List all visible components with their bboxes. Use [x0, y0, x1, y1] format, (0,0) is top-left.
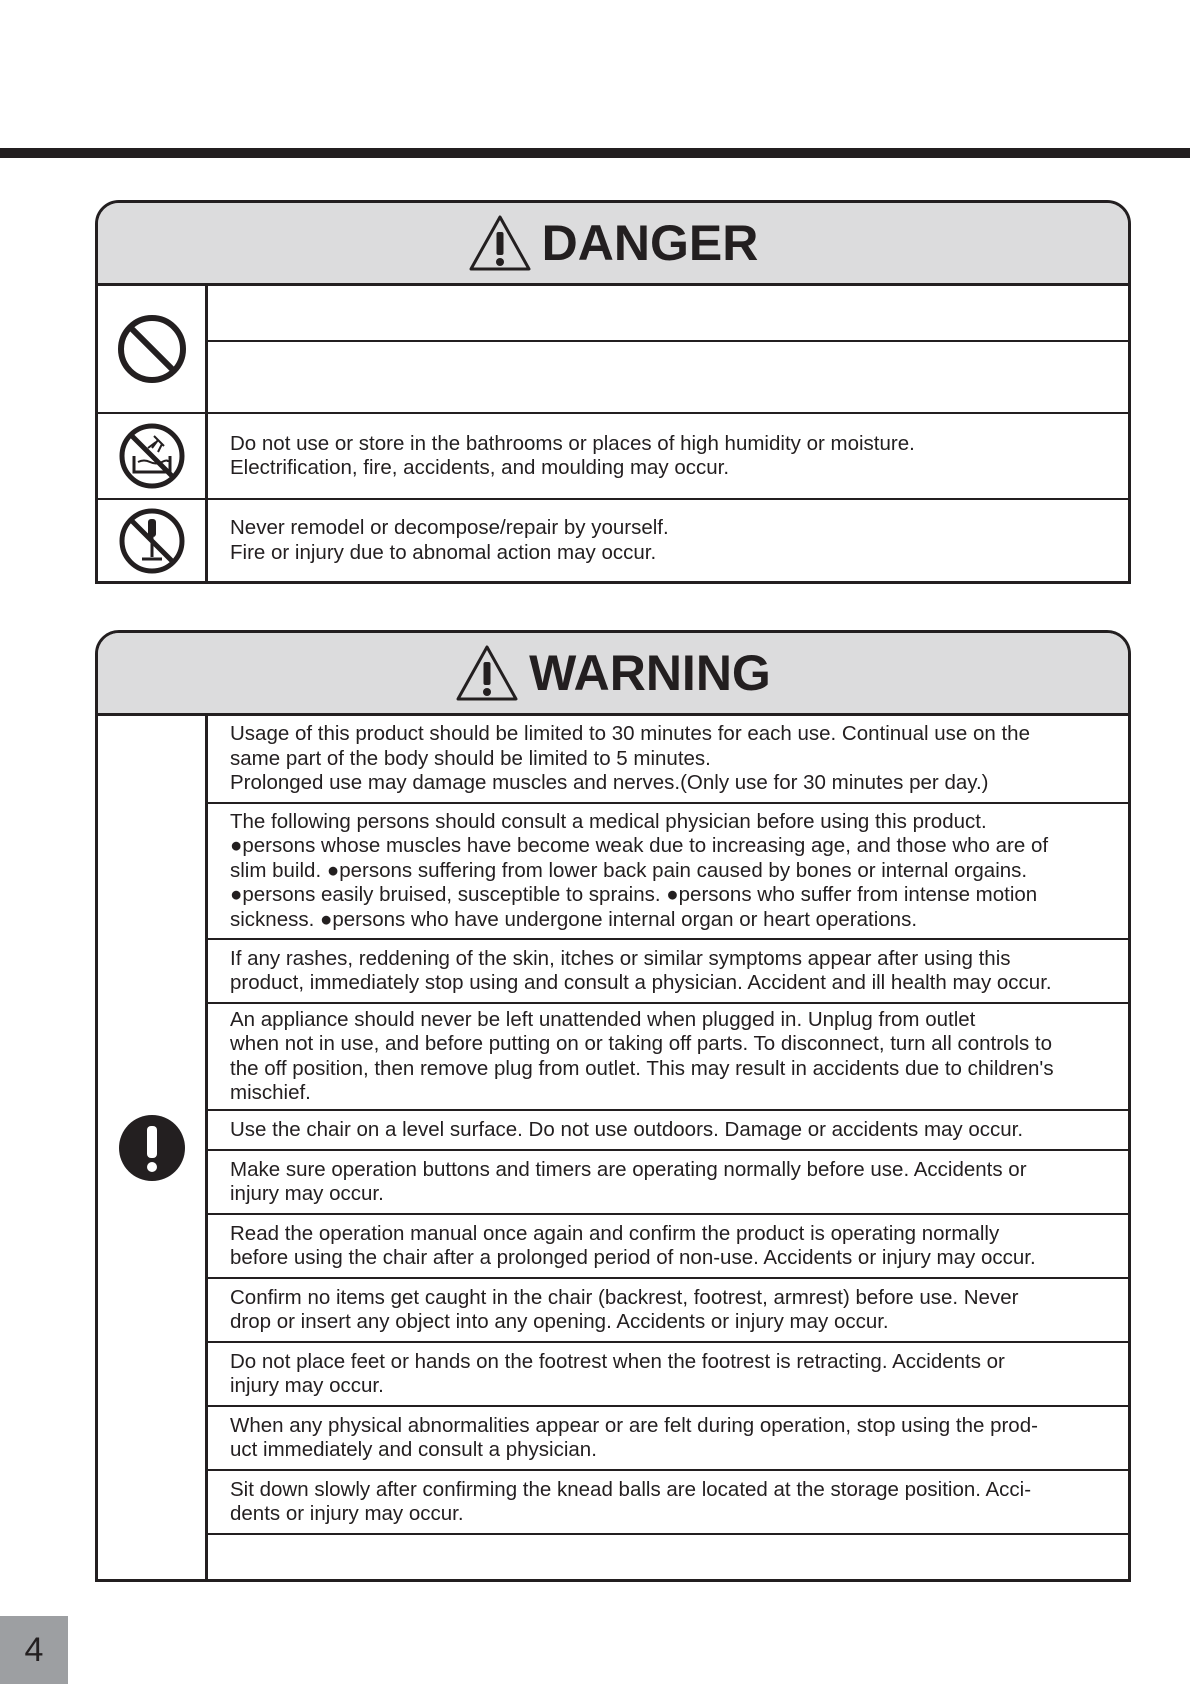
text-line: Sit down slowly after confirming the knead balls are located at the storage position. Acci-: [230, 1477, 1032, 1501]
text-line: injury may occur.: [230, 1374, 384, 1397]
text-line: product, immediately stop using and consult a physician. Accident and ill health may occur.: [230, 971, 1052, 994]
text-line: uct immediately and consult a physician.: [230, 1438, 597, 1461]
text-line: Do not place feet or hands on the footrest when the footrest is retracting. Accidents or: [230, 1349, 1005, 1373]
warning-box: [95, 630, 1131, 1582]
danger-row-empty-1: [208, 286, 1128, 342]
danger-title: DANGER: [541, 215, 759, 271]
warning-row-empty: [208, 1535, 1128, 1579]
text-line: Fire or injury due to abnomal action may occur.: [230, 540, 657, 564]
danger-row-humidity: [208, 414, 1128, 498]
warning-row-usage-limit: [208, 716, 1128, 804]
text-line: Prolonged use may damage muscles and nerves.(Only use for 30 minutes per day.): [230, 771, 989, 795]
text-line: The following persons should consult a medical physician before using this product.: [230, 809, 987, 833]
exclamation-icon-cell: [98, 716, 208, 1579]
text-line: injury may occur.: [230, 1182, 384, 1205]
no-bathroom-icon-cell: [98, 414, 208, 498]
warning-row-rashes: [208, 940, 1128, 1004]
text-line: ●persons whose muscles have become weak due to increasing age, and those who are of: [230, 834, 1049, 858]
warning-title: WARNING: [529, 645, 771, 701]
danger-header: [98, 203, 1128, 286]
text-line: Read the operation manual once again and confirm the product is operating normally: [230, 1221, 1000, 1245]
danger-row-disassembly: [208, 500, 1128, 581]
text-line: An appliance should never be left unattended when plugged in. Unplug from outlet: [230, 1007, 976, 1031]
warning-row-consult-physician: [208, 804, 1128, 940]
text-line: ●persons easily bruised, susceptible to sprains. ●persons who suffer from intense motion: [230, 883, 1038, 907]
text-line: when not in use, and before putting on or taking off parts. To disconnect, turn all controls to: [230, 1032, 1053, 1055]
text-line: Do not use or store in the bathrooms or places of high humidity or moisture.: [230, 431, 915, 455]
exclamation-icon: [118, 1114, 186, 1182]
text-line: Usage of this product should be limited to 30 minutes for each use. Continual use on the: [230, 722, 1030, 746]
text-line: If any rashes, reddening of the skin, itches or similar symptoms appear after using this: [230, 946, 1011, 970]
prohibition-icon-cell: [98, 286, 208, 412]
warning-row-unattended: [208, 1004, 1128, 1111]
text-line: sickness. ●persons who have undergone internal organ or heart operations.: [230, 907, 918, 931]
danger-section-prohibited: [98, 286, 1128, 414]
top-rule: [0, 148, 1190, 158]
warning-triangle-icon: [468, 214, 532, 272]
text-line: slim build. ●persons suffering from lower back pain caused by bones or internal orgains.: [230, 858, 1028, 882]
no-disassembly-icon-cell: [98, 500, 208, 581]
page-number: 4: [0, 1616, 68, 1684]
warning-section: [98, 716, 1128, 1579]
warning-row-level-surface: [208, 1111, 1128, 1151]
warning-row-sit-down: [208, 1471, 1128, 1535]
no-disassembly-icon: [118, 507, 186, 575]
prohibition-icon: [116, 313, 188, 385]
warning-row-caught-items: [208, 1279, 1128, 1343]
text-line: Electrification, fire, accidents, and moulding may occur.: [230, 456, 730, 479]
text-line: Make sure operation buttons and timers are operating normally before use. Accidents or: [230, 1157, 1027, 1181]
text-line: mischief.: [230, 1081, 311, 1104]
danger-section-disassembly: [98, 500, 1128, 581]
text-line: the off position, then remove plug from outlet. This may result in accidents due to children's: [230, 1056, 1054, 1080]
text-line: Confirm no items get caught in the chair (backrest, footrest, armrest) before use. Never: [230, 1285, 1019, 1309]
text-line: dents or injury may occur.: [230, 1502, 464, 1525]
warning-triangle-icon: [455, 644, 519, 702]
no-bathroom-icon: [118, 422, 186, 490]
text-line: When any physical abnormalities appear or are felt during operation, stop using the prod-: [230, 1413, 1038, 1437]
warning-row-operation-buttons: [208, 1151, 1128, 1215]
danger-box: [95, 200, 1131, 584]
text-line: drop or insert any object into any opening. Accidents or injury may occur.: [230, 1310, 889, 1333]
warning-row-abnormalities: [208, 1407, 1128, 1471]
warning-header: [98, 633, 1128, 716]
text-line: Use the chair on a level surface. Do not use outdoors. Damage or accidents may occur.: [230, 1117, 1024, 1141]
text-line: Never remodel or decompose/repair by yourself.: [230, 516, 669, 539]
text-line: before using the chair after a prolonged period of non-use. Accidents or injury may occur.: [230, 1246, 1036, 1269]
danger-row-empty-2: [208, 342, 1128, 412]
warning-row-read-manual: [208, 1215, 1128, 1279]
danger-section-humidity: [98, 414, 1128, 500]
warning-row-footrest: [208, 1343, 1128, 1407]
text-line: same part of the body should be limited to 5 minutes.: [230, 746, 711, 770]
